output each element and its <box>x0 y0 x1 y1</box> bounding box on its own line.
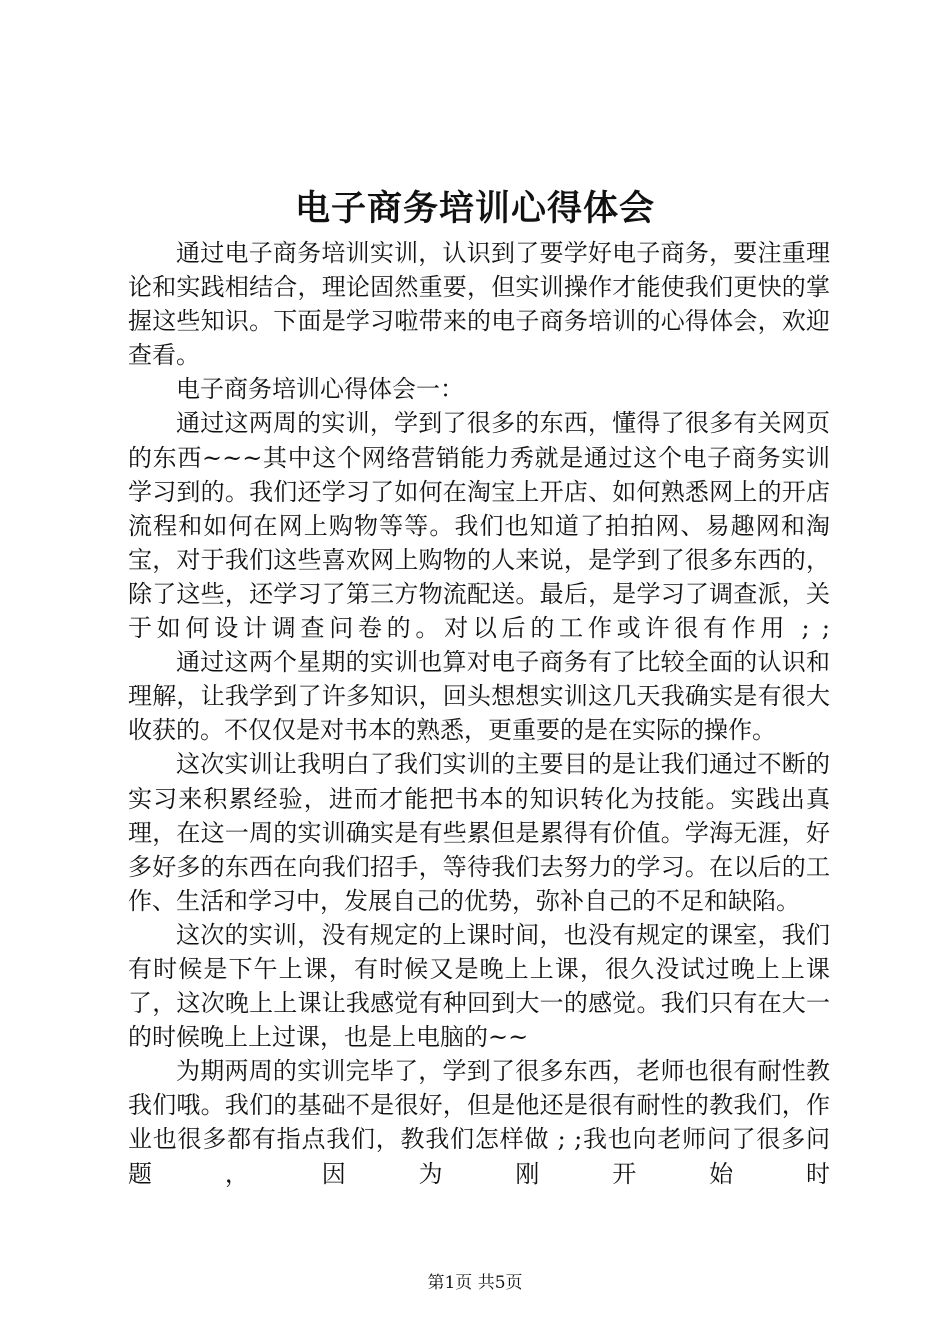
paragraph-section-heading: 电子商务培训心得体会一： <box>176 375 464 404</box>
page-footer: 第1页 共5页 <box>427 1273 523 1293</box>
document-title: 电子商务培训心得体会 <box>294 188 655 229</box>
paragraph: 为期两周的实训完毕了，学到了很多东西，老师也很有耐性教我们哦。我们的基础不是很好，但是他还是很有耐性的教我们，作业也很多都有指点我们，教我们怎样做 ; ;我也向老师问了很多问题，因为刚开始时 <box>128 1057 830 1188</box>
document-body <box>128 236 830 1191</box>
paragraph: 这次实训让我明白了我们实训的主要目的是让我们通过不断的实习来积累经验，进而才能把书本的知识转化为技能。实践出真理，在这一周的实训确实是有些累但是累得有价值。学海无涯，好多好多的东西在向我们招手，等待我们去努力的学习。在以后的工作、生活和学习中，发展自己的优势，弥补自己的不足和缺陷。 <box>128 750 830 915</box>
paragraph: 通过这两个星期的实训也算对电子商务有了比较全面的认识和理解，让我学到了许多知识，回头想想实训这几天我确实是有很大收获的。不仅仅是对书本的熟悉，更重要的是在实际的操作。 <box>128 648 830 745</box>
paragraph: 通过这两周的实训，学到了很多的东西，懂得了很多有关网页的东西~~~其中这个网络营销能力秀就是通过这个电子商务实训学习到的。我们还学习了如何在淘宝上开店、如何熟悉网上的开店流程和如何在网上购物等等。我们也知道了拍拍网、易趣网和淘宝，对于我们这些喜欢网上购物的人来说，是学到了很多东西的，除了这些，还学习了第三方物流配送。最后，是学习了调查派，关于如何设计调查问卷的。对以后的工作或许很有作用 ; ; <box>128 409 830 643</box>
paragraph-intro: 通过电子商务培训实训，认识到了要学好电子商务，要注重理论和实践相结合，理论固然重要，但实训操作才能使我们更快的掌握这些知识。下面是学习啦带来的电子商务培训的心得体会，欢迎查看。 <box>128 239 830 370</box>
paragraph: 这次的实训，没有规定的上课时间，也没有规定的课室，我们有时候是下午上课，有时候又是晚上上课，很久没试过晚上上课了，这次晚上上课让我感觉有种回到大一的感觉。我们只有在大一的时候晚上上过课，也是上电脑的~~ <box>128 920 830 1052</box>
